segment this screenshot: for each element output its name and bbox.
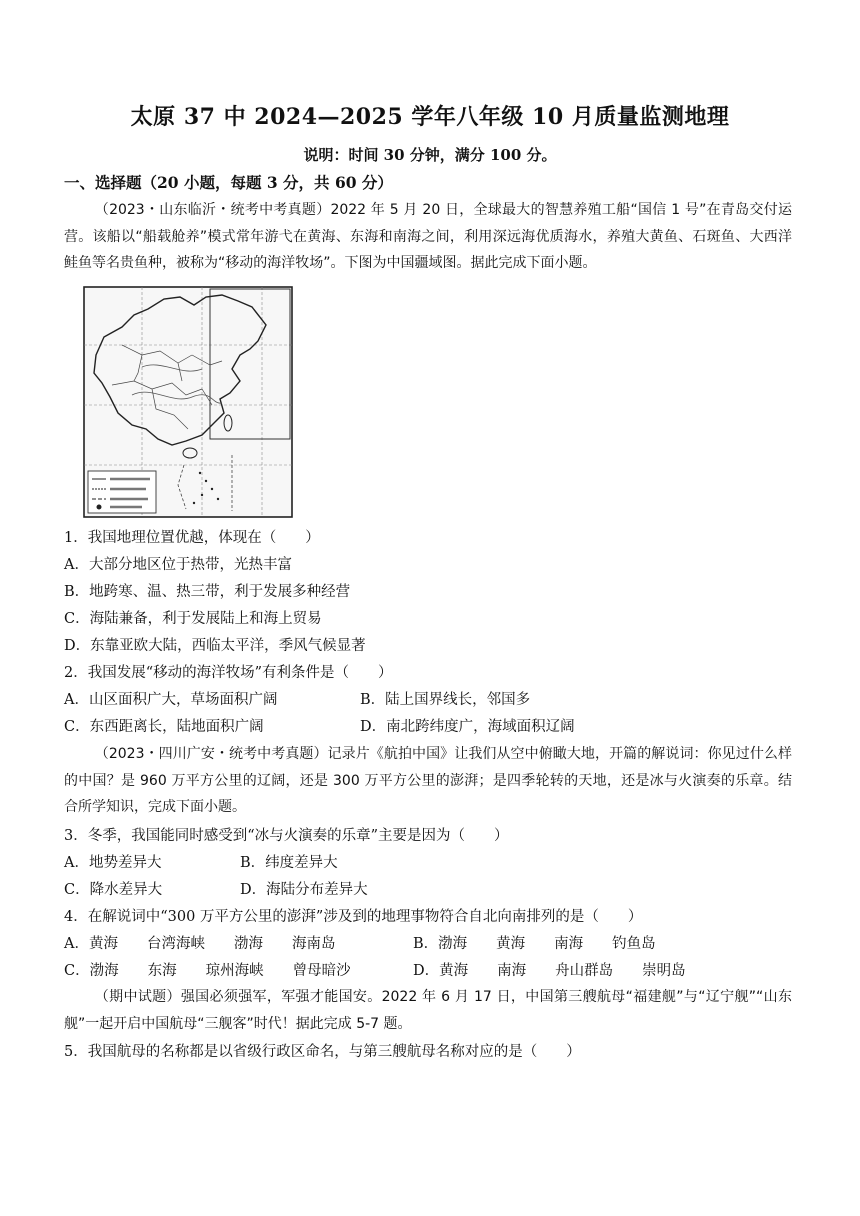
- question-3-stem: 3．冬季，我国能同时感受到“冰与火演奏的乐章”主要是因为（ ）: [64, 828, 509, 844]
- intro-paragraph-3: （期中试题）强国必须强军，军强才能国安。2022 年 6 月 17 日，中国第三艘航母“福建舰”与“辽宁舰”“山东舰”一起开启中国航母“三舰客”时代！据此完成 5-7 题。: [64, 989, 792, 1032]
- intro-paragraph-1: （2023・山东临沂・统考中考真题）2022 年 5 月 20 日，全球最大的智慧养殖工船“国信 1 号”在青岛交付运营。该船以“船载舱养”模式常年游弋在黄海、东海和南海之间，利用深远海优质海水，养殖大黄鱼、石斑鱼、大西洋鲑鱼等名贵鱼种，被称为“移动的海洋牧场”。下图为中国疆域图。据此完成下面小题。: [64, 202, 792, 271]
- question-4-option-d: D．黄海 南海 舟山群岛 崇明岛: [413, 963, 686, 979]
- question-2-option-c: C．东西距离长，陆地面积广阔: [64, 719, 264, 735]
- question-2-option-a: A．山区面积广大，草场面积广阔: [64, 692, 278, 708]
- question-4-option-c: C．渤海 东海 琼州海峡 曾母暗沙: [64, 963, 351, 979]
- china-map-icon: [82, 285, 294, 519]
- question-4-option-b: B．渤海 黄海 南海 钓鱼岛: [413, 936, 656, 952]
- question-3-option-c: C．降水差异大: [64, 882, 163, 898]
- question-1-option-c: C．海陆兼备，利于发展陆上和海上贸易: [64, 611, 322, 627]
- question-3-option-b: B．纬度差异大: [240, 855, 338, 871]
- exam-title: 太原 37 中 2024—2025 学年八年级 10 月质量监测地理: [130, 104, 730, 130]
- exam-instructions: 说明：时间 30 分钟，满分 100 分。: [303, 146, 557, 164]
- question-4-stem: 4．在解说词中“300 万平方公里的澎湃”涉及到的地理事物符合自北向南排列的是（ ）: [64, 909, 643, 925]
- china-map-figure: [82, 285, 294, 519]
- question-1-option-a: A．大部分地区位于热带，光热丰富: [64, 557, 292, 573]
- question-1-option-b: B．地跨寒、温、热三带，利于发展多种经营: [64, 584, 351, 600]
- section-heading: 一、选择题（20 小题，每题 3 分，共 60 分）: [64, 173, 393, 192]
- question-3-option-d: D．海陆分布差异大: [240, 882, 368, 898]
- question-2-option-d: D．南北跨纬度广，海域面积辽阔: [360, 719, 575, 735]
- question-2-stem: 2．我国发展“移动的海洋牧场”有利条件是（ ）: [64, 665, 393, 681]
- question-1-stem: 1．我国地理位置优越，体现在（ ）: [64, 530, 320, 546]
- question-4-option-a: A．黄海 台湾海峡 渤海 海南岛: [64, 936, 336, 952]
- intro-paragraph-2: （2023・四川广安・统考中考真题）记录片《航拍中国》让我们从空中俯瞰大地，开篇的解说词：你见过什么样的中国？是 960 万平方公里的辽阔，还是 300 万平方公里的澎湃；是四季轮转的天地，还是冰与火演奏的乐章。结合所学知识，完成下面小题。: [64, 746, 792, 815]
- question-1-option-d: D．东靠亚欧大陆，西临太平洋，季风气候显著: [64, 638, 366, 654]
- question-3-option-a: A．地势差异大: [64, 855, 162, 871]
- question-5-stem: 5．我国航母的名称都是以省级行政区命名，与第三艘航母名称对应的是（ ）: [64, 1044, 581, 1060]
- question-2-option-b: B．陆上国界线长，邻国多: [360, 692, 531, 708]
